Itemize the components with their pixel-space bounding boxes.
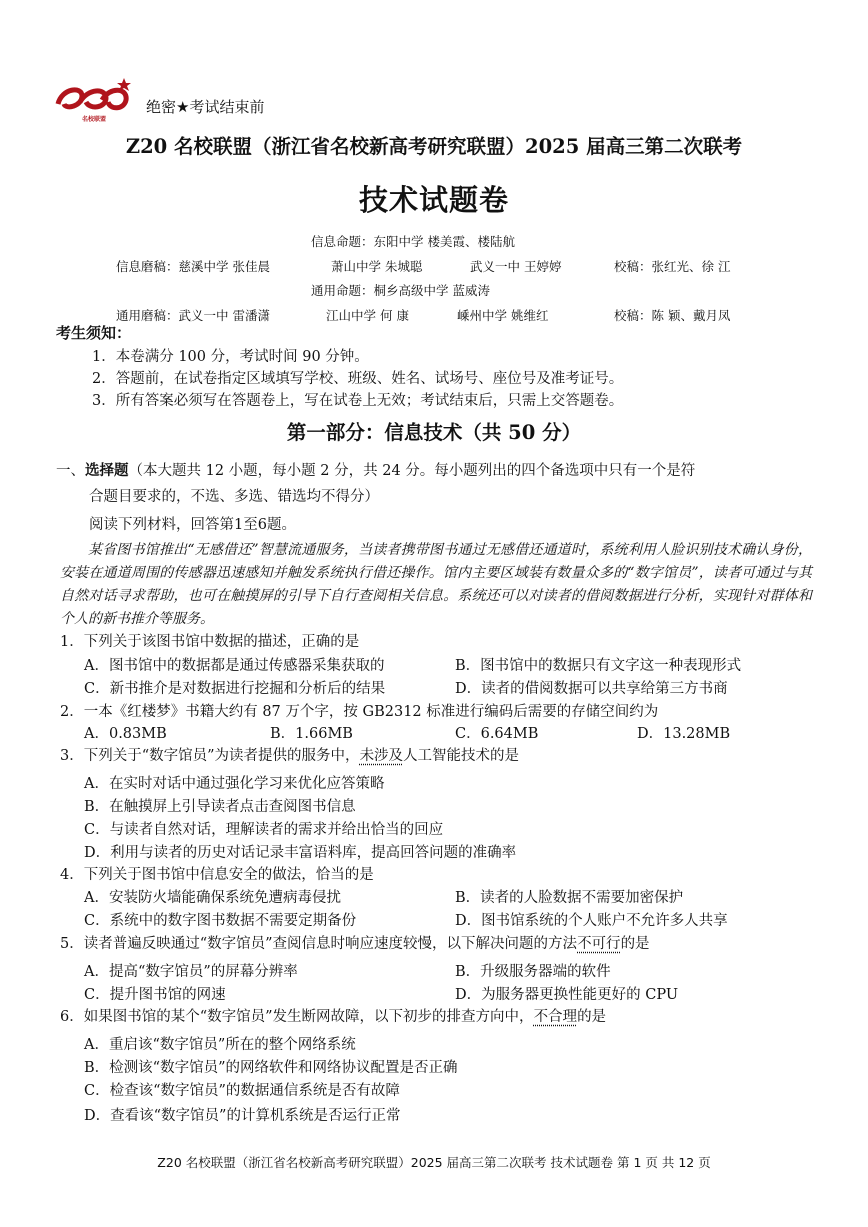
option-b: B．1.66MB bbox=[270, 726, 353, 742]
question-stem bbox=[60, 744, 519, 765]
option-a: A．图书馆中的数据都是通过传感器采集获取的 bbox=[84, 658, 385, 674]
stem-text: 的是 bbox=[577, 1009, 607, 1025]
stem-text: 5．读者普遍反映通过“数字馆员”查阅信息时响应速度较慢，以下解决问题的方法 bbox=[60, 936, 578, 952]
section-number: 一、 bbox=[56, 463, 85, 479]
option-c: C．提升图书馆的网速 bbox=[84, 987, 226, 1003]
option-d: D．利用与读者的历史对话记录丰富语料库，提高回答问题的准确率 bbox=[84, 845, 517, 861]
stem-text: 人工智能技术的是 bbox=[403, 748, 520, 764]
credit-line: 萧山中学 朱城聪 bbox=[331, 259, 423, 274]
option-c: C．新书推介是对数据进行挖掘和分析后的结果 bbox=[84, 681, 386, 697]
option-b: B．升级服务器端的软件 bbox=[455, 964, 611, 980]
option-a: A．重启该“数字馆员”所在的整个网络系统 bbox=[84, 1037, 356, 1053]
option-d: D．13.28MB bbox=[637, 726, 731, 742]
paper-subtitle: 技术试题卷 bbox=[358, 183, 509, 217]
question-stem: 2．一本《红楼梦》书籍大约有 87 万个字，按 GB2312 标准进行编码后需要的存储空间约为 bbox=[60, 704, 659, 720]
option-c: C．检查该“数字馆员”的数据通信系统是否有故障 bbox=[84, 1083, 400, 1099]
credit-line: 武义一中 王婷婷 bbox=[470, 259, 562, 274]
reading-instruction: 阅读下列材料，回答第1至6题。 bbox=[89, 517, 296, 533]
section-desc: （本大题共 12 小题，每小题 2 分，共 24 分。每小题列出的四个备选项中只有一个是符 bbox=[128, 463, 696, 479]
option-b: B．在触摸屏上引导读者点击查阅图书信息 bbox=[84, 799, 356, 815]
option-b: B．图书馆中的数据只有文字这一种表现形式 bbox=[455, 658, 742, 674]
credit-line: 信息命题：东阳中学 楼美霞、楼陆航 bbox=[311, 234, 515, 249]
alliance-logo bbox=[52, 74, 136, 130]
section-name: 选择题 bbox=[85, 463, 129, 479]
notice-heading: 考生须知： bbox=[56, 324, 132, 342]
option-b: B．检测该“数字馆员”的网络软件和网络协议配置是否正确 bbox=[84, 1060, 458, 1076]
stem-text: 6．如果图书馆的某个“数字馆员”发生断网故障，以下初步的排查方向中， bbox=[60, 1009, 534, 1025]
logo-text: 名校联盟 bbox=[82, 116, 107, 123]
credit-line: 校稿：陈 颖、戴月凤 bbox=[614, 308, 731, 323]
notice-item: 1．本卷满分 100 分，考试时间 90 分钟。 bbox=[92, 349, 369, 365]
credit-line: 通用命题：桐乡高级中学 蓝威涛 bbox=[311, 283, 490, 298]
exam-title: Z20 名校联盟（浙江省名校新高考研究联盟）2025 届高三第二次联考 bbox=[125, 135, 743, 158]
option-a: A．0.83MB bbox=[84, 726, 167, 742]
option-a: A．安装防火墙能确保系统免遭病毒侵扰 bbox=[84, 890, 341, 906]
option-a: A．提高“数字馆员”的屏幕分辨率 bbox=[84, 964, 298, 980]
option-d: D．查看该“数字馆员”的计算机系统是否运行正常 bbox=[84, 1108, 401, 1124]
option-b: B．读者的人脸数据不需要加密保护 bbox=[455, 890, 684, 906]
reading-material: 某省图书馆推出“无感借还”智慧流通服务，当读者携带图书通过无感借还通道时，系统利用人脸识别技术确认身份，安装在通道周围的传感器迅速感知并触发系统执行借还操作。馆内主要区域装有数量众多的“数字馆员”，读者可通过与其自然对话寻求帮助，也可在触摸屏的引导下自行查阅相关信息。系统还可以对读者的借阅数据进行分析，实现针对群体和个人的新书推介等服务。 bbox=[60, 542, 812, 627]
option-a: A．在实时对话中通过强化学习来优化应答策略 bbox=[84, 776, 385, 792]
stem-emphasis: 不可行 bbox=[577, 936, 621, 952]
notice-item: 2．答题前，在试卷指定区域填写学校、班级、姓名、试场号、座位号及准考证号。 bbox=[92, 371, 624, 387]
stem-text: 的是 bbox=[620, 936, 650, 952]
section-heading bbox=[56, 459, 695, 480]
stem-emphasis: 不合理 bbox=[533, 1009, 578, 1025]
question-stem: 1．下列关于该图书馆中数据的描述，正确的是 bbox=[60, 634, 360, 650]
credit-line: 通用磨稿：武义一中 雷潘潇 bbox=[116, 308, 270, 323]
notice-item: 3．所有答案必须写在答题卷上，写在试卷上无效；考试结束后，只需上交答题卷。 bbox=[92, 393, 624, 409]
credit-line: 信息磨稿：慈溪中学 张佳晨 bbox=[116, 259, 270, 274]
question-stem: 4．下列关于图书馆中信息安全的做法，恰当的是 bbox=[60, 867, 374, 883]
stem-text: 3．下列关于“数字馆员”为读者提供的服务中， bbox=[60, 748, 360, 764]
option-c: C．系统中的数字图书数据不需要定期备份 bbox=[84, 913, 357, 929]
credit-line: 江山中学 何 康 bbox=[326, 308, 409, 323]
question-stem bbox=[60, 932, 650, 953]
stem-emphasis: 未涉及 bbox=[359, 748, 404, 764]
part-heading: 第一部分：信息技术（共 50 分） bbox=[286, 421, 582, 444]
option-d: D．图书馆系统的个人账户不允许多人共享 bbox=[455, 913, 728, 929]
section-desc-cont: 合题目要求的，不选、多选、错选均不得分） bbox=[89, 489, 379, 505]
option-c: C．与读者自然对话，理解读者的需求并给出恰当的回应 bbox=[84, 822, 444, 838]
page-footer: Z20 名校联盟（浙江省名校新高考研究联盟）2025 届高三第二次联考 技术试题卷 第 1 页 共 12 页 bbox=[157, 1155, 711, 1170]
credit-line: 嵊州中学 姚维红 bbox=[457, 308, 549, 323]
credit-line: 校稿：张红光、徐 江 bbox=[614, 259, 731, 274]
option-d: D．为服务器更换性能更好的 CPU bbox=[455, 987, 679, 1003]
question-stem bbox=[60, 1005, 606, 1026]
option-d: D．读者的借阅数据可以共享给第三方书商 bbox=[455, 681, 728, 697]
secrecy-label: 绝密★考试结束前 bbox=[146, 98, 265, 116]
option-c: C．6.64MB bbox=[455, 726, 539, 742]
